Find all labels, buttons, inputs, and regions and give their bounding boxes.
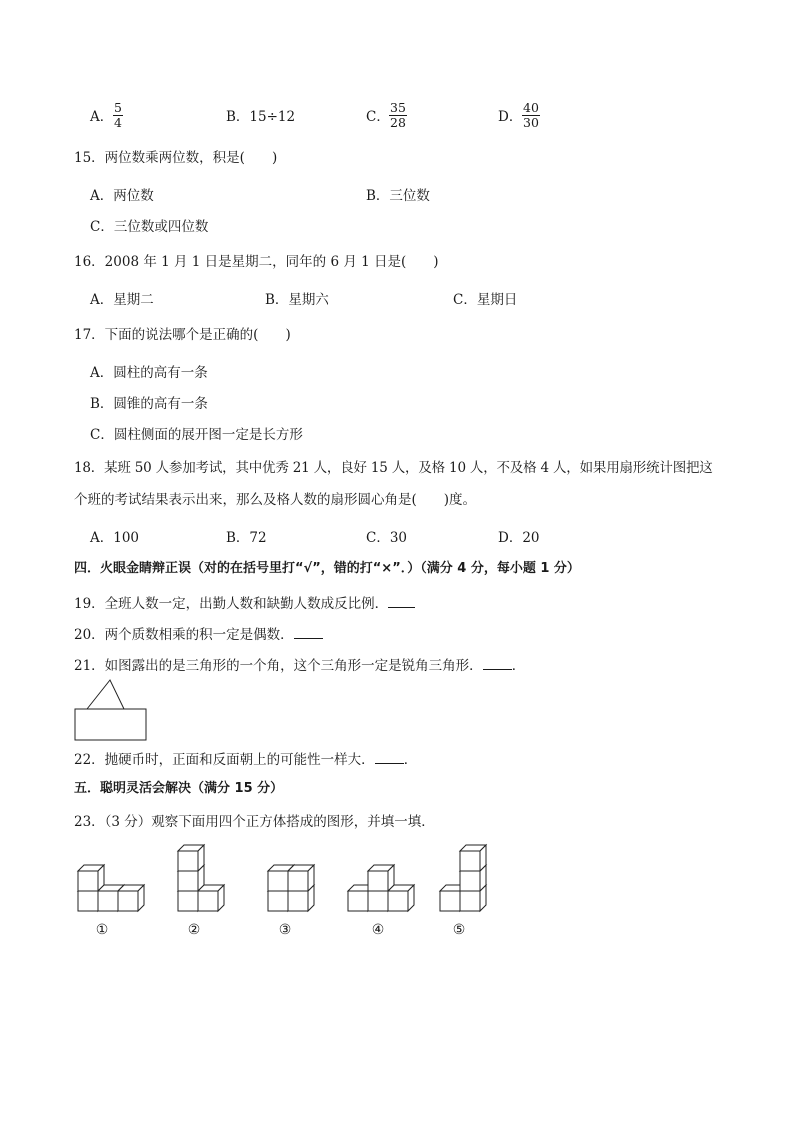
cube [388, 885, 414, 911]
q16-option-a: A．星期二 [90, 292, 154, 308]
q17-option-a: A．圆柱的高有一条 [90, 365, 208, 381]
figure-label-5: ⑤ [452, 922, 466, 938]
fraction-5-4: $\frac{5}{4}$ [114, 100, 122, 130]
cube [288, 865, 314, 891]
cube [78, 865, 104, 891]
section-5-title: 五．聪明灵活会解决（满分 15 分） [74, 781, 284, 796]
cube [118, 885, 144, 911]
figure-label-4: ④ [371, 922, 385, 938]
figure-label-3: ③ [278, 922, 292, 938]
q15-option-c: C．三位数或四位数 [90, 219, 209, 235]
cube [198, 885, 224, 911]
figure-label-2: ② [187, 922, 201, 938]
q19-text: 19．全班人数一定，出勤人数和缺勤人数成反比例． [74, 596, 389, 612]
q14-option-d: D． [498, 109, 523, 125]
q17-option-b: B．圆锥的高有一条 [90, 396, 208, 412]
q15-stem: 15．两位数乘两位数，积是( ) [74, 150, 278, 166]
q14-option-a: A． [90, 109, 114, 125]
fraction-35-28: $\frac{35}{28}$ [390, 100, 406, 130]
cube [178, 845, 204, 871]
q17-option-c: C．圆柱侧面的展开图一定是长方形 [90, 427, 303, 443]
q21-period: ． [511, 658, 526, 674]
q18-stem-line2: 个班的考试结果表示出来，那么及格人数的扇形圆心角是( )度。 [74, 492, 477, 508]
q17-stem: 17．下面的说法哪个是正确的( ) [74, 327, 291, 343]
q20-text: 20．两个质数相乘的积一定是偶数． [74, 627, 294, 643]
fraction-40-30: $\frac{40}{30}$ [523, 100, 539, 130]
q15-option-b: B．三位数 [366, 188, 430, 204]
q23-stem: 23．（3 分）观察下面用四个正方体搭成的图形，并填一填． [74, 814, 435, 830]
section-4-title: 四．火眼金睛辩正误（对的在括号里打“√”，错的打“×”．）（满分 4 分，每小题 1 分） [74, 561, 580, 576]
cube [460, 845, 486, 871]
q18-option-d: D．20 [498, 530, 540, 546]
cube [368, 865, 394, 891]
q18-stem-line1: 18．某班 50 人参加考试，其中优秀 21 人，良好 15 人，及格 10 人，不及格 4 人，如果用扇形统计图把这 [74, 460, 713, 476]
q22-period: ． [403, 752, 418, 768]
q14-option-c: C． [366, 109, 390, 125]
q16-option-b: B．星期六 [265, 292, 329, 308]
q18-option-b: B．72 [226, 530, 267, 546]
figure-label-1: ① [95, 922, 109, 938]
q22-text: 22．抛硬币时，正面和反面朝上的可能性一样大． [74, 752, 375, 768]
q14-option-b: B．15÷12 [226, 109, 296, 125]
q21-text: 21．如图露出的是三角形的一个角，这个三角形一定是锐角三角形． [74, 658, 483, 674]
q18-option-c: C．30 [366, 530, 408, 546]
q16-option-c: C．星期日 [453, 292, 518, 308]
q15-option-a: A．两位数 [90, 188, 154, 204]
q18-option-a: A．100 [90, 530, 140, 546]
q16-stem: 16．2008 年 1 月 1 日是星期二，同年的 6 月 1 日是( ) [74, 254, 439, 270]
